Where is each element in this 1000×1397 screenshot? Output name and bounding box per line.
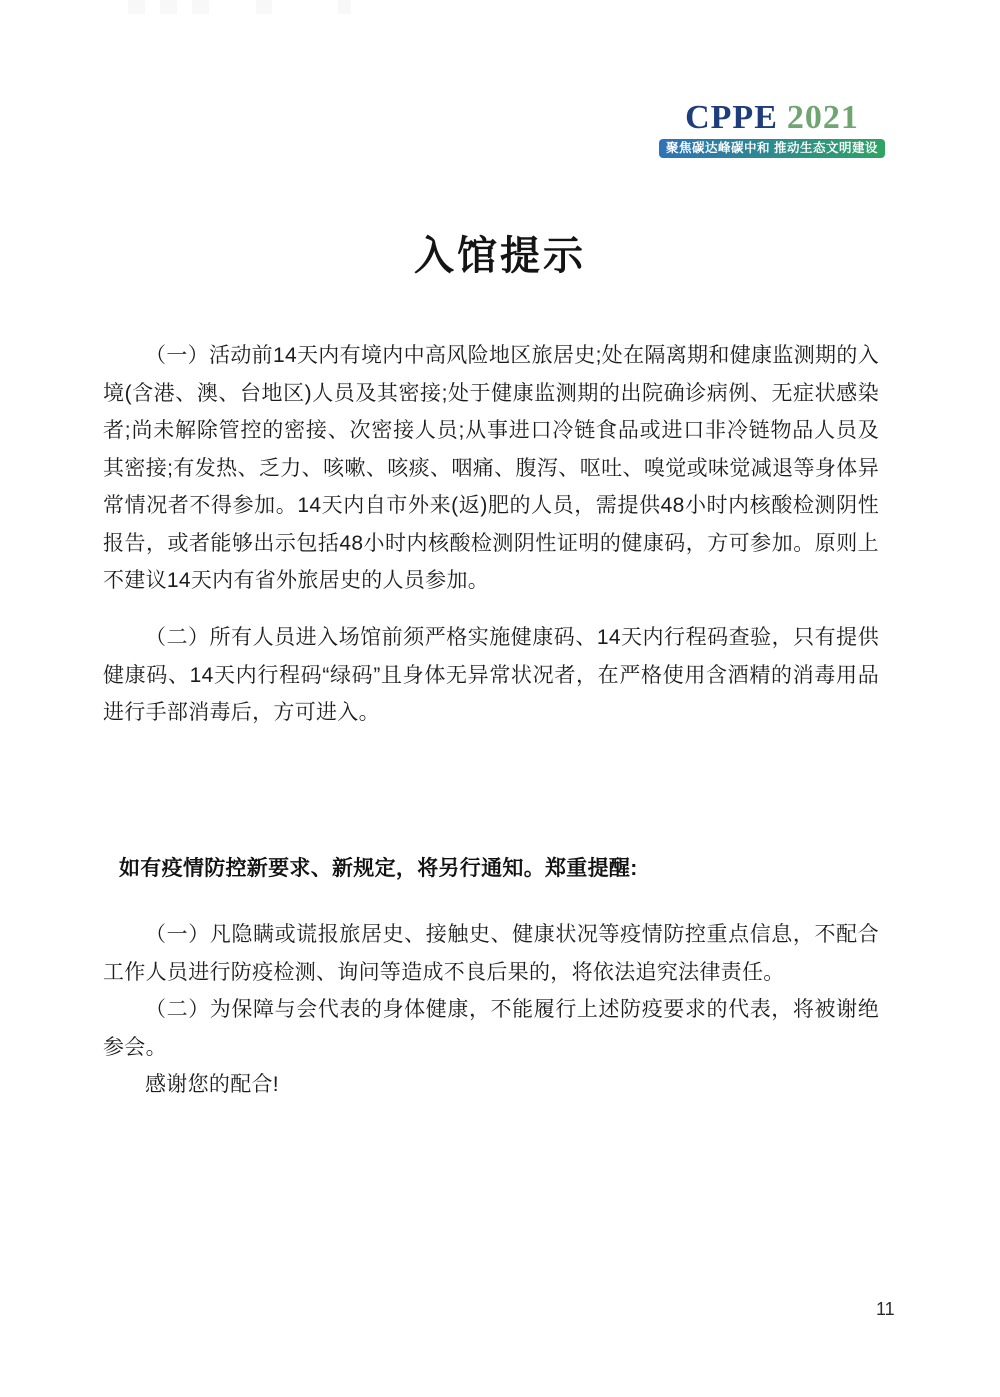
logo-tagline: 聚焦碳达峰碳中和 推动生态文明建设 [659, 139, 885, 158]
logo-year: 2021 [786, 99, 859, 136]
paragraph-health-code-check: （二）所有人员进入场馆前须严格实施健康码、14天内行程码查验，只有提供健康码、14天内行程码“绿码”且身体无异常状况者，在严格使用含酒精的消毒用品进行手部消毒后，方可进入。 [103, 626, 879, 724]
paragraph-entry-restrictions: （一）活动前14天内有境内中高风险地区旅居史;处在隔离期和健康监测期的入境(含港、澳、台地区)人员及其密接;处于健康监测期的出院确诊病例、无症状感染者;尚未解除管控的密接、次密接人员;从事进口冷链食品或进口非冷链物品人员及其密接;有发热、乏力、咳嗽、咳痰、咽痛、腹泻、呕吐、嗅觉或味觉减退等身体异常情况者不得参加。14天内自市外来(返)肥的人员，需提供48小时内核酸检测阴性报告，或者能够出示包括48小时内核酸检测阴性证明的健康码，方可参加。原则上不建议14天内有省外旅居史的人员参加。 [103, 344, 879, 592]
top-edge-artifact [128, 0, 145, 14]
reminder-items [103, 916, 879, 1104]
reminder-item-2: （二）为保障与会代表的身体健康，不能履行上述防疫要求的代表，将被谢绝参会。 [103, 998, 879, 1059]
page-title: 入馆提示 [414, 234, 586, 278]
thanks-line: 感谢您的配合! [145, 1073, 279, 1096]
page-number: 11 [876, 1299, 895, 1319]
logo-brand: CPPE [685, 99, 778, 136]
reminder-heading: 如有疫情防控新要求、新规定，将另行通知。郑重提醒: [119, 857, 638, 880]
cppe-logo [659, 100, 885, 158]
top-edge-artifact [256, 0, 272, 14]
reminder-item-1: （一）凡隐瞒或谎报旅居史、接触史、健康状况等疫情防控重点信息，不配合工作人员进行防疫检测、询问等造成不良后果的，将依法追究法律责任。 [103, 923, 879, 984]
top-edge-artifact [160, 0, 177, 14]
top-edge-artifact [192, 0, 209, 14]
top-edge-artifact [338, 0, 351, 14]
logo-wordmark [659, 100, 885, 136]
